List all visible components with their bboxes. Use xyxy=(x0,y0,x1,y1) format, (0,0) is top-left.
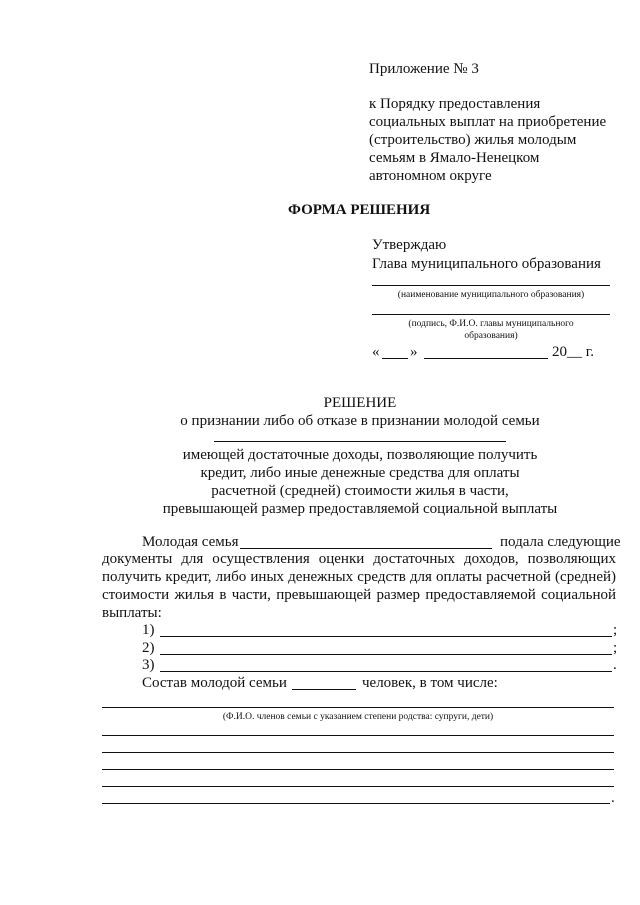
decision-line: расчетной (средней) стоимости жилья в части, xyxy=(211,483,509,499)
date-close-quote: » xyxy=(410,344,418,360)
signature-caption-1: (подпись, Ф.И.О. главы муниципального xyxy=(408,319,574,329)
appendix-title: Приложение № 3 xyxy=(369,61,479,77)
paragraph-line: выплаты: xyxy=(102,605,162,621)
composition-suffix: человек, в том числе: xyxy=(362,675,498,691)
date-day-line xyxy=(382,358,408,359)
item-number: 1) xyxy=(142,622,155,638)
decision-title: РЕШЕНИЕ xyxy=(323,395,397,411)
appendix-reference xyxy=(369,95,606,185)
signature-line xyxy=(372,314,610,315)
decision-line: кредит, либо иные денежные средства для оплаты xyxy=(200,465,520,481)
paragraph-line: стоимости жилья в части, превышающей размер предоставляемой социальной xyxy=(102,587,616,603)
appendix-ref-line: автономном округе xyxy=(369,168,492,184)
item-end: ; xyxy=(613,622,618,638)
members-line xyxy=(102,707,614,708)
municipality-line xyxy=(372,285,610,286)
appendix-ref-line: (строительство) жилья молодым xyxy=(369,132,577,148)
item-number: 3) xyxy=(142,657,155,673)
composition-prefix: Состав молодой семьи xyxy=(142,675,287,691)
paragraph-line: получить кредит, либо иных денежных средств для оплаты расчетной (средней) xyxy=(102,569,616,585)
decision-subtitle: о признании либо об отказе в признании молодой семьи xyxy=(180,413,540,429)
members-line xyxy=(102,752,614,753)
approve-label: Утверждаю xyxy=(372,237,447,253)
members-line xyxy=(102,803,610,804)
date-open-quote: « xyxy=(372,344,380,360)
item-end: ; xyxy=(613,640,618,656)
final-end: . xyxy=(611,790,615,806)
decision-criteria xyxy=(0,446,640,518)
decision-line: превышающей размер предоставляемой социальной выплаты xyxy=(162,501,558,517)
family-prefix: Молодая семья xyxy=(142,534,239,550)
item-end: . xyxy=(613,657,617,673)
appendix-ref-line: социальных выплат на приобретение xyxy=(369,114,607,130)
item-number: 2) xyxy=(142,640,155,656)
item-line xyxy=(160,671,612,672)
item-line xyxy=(160,636,612,637)
appendix-ref-line: к Порядку предоставления xyxy=(369,96,541,112)
family-suffix: подала следующие xyxy=(500,534,621,550)
head-label: Глава муниципального образования xyxy=(372,256,601,272)
composition-count-line xyxy=(292,689,356,690)
appendix-ref-line: семьям в Ямало-Ненецком xyxy=(369,150,540,166)
date-year: 20__ г. xyxy=(552,344,594,360)
paragraph-line: документы для осуществления оценки достаточных доходов, позволяющих xyxy=(102,551,616,567)
date-month-line xyxy=(424,358,548,359)
signature-caption-2: образования) xyxy=(464,331,518,341)
members-line xyxy=(102,735,614,736)
form-title: ФОРМА РЕШЕНИЯ xyxy=(288,202,431,218)
item-line xyxy=(160,654,612,655)
decision-line: имеющей достаточные доходы, позволяющие получить xyxy=(182,447,538,463)
documents-paragraph xyxy=(102,550,616,622)
family-name-line xyxy=(214,441,506,442)
municipality-caption: (наименование муниципального образования) xyxy=(397,290,585,300)
family-field-line xyxy=(240,548,492,549)
members-line xyxy=(102,786,614,787)
members-line xyxy=(102,769,614,770)
members-caption: (Ф.И.О. членов семьи с указанием степени родства: супруги, дети) xyxy=(222,712,494,722)
